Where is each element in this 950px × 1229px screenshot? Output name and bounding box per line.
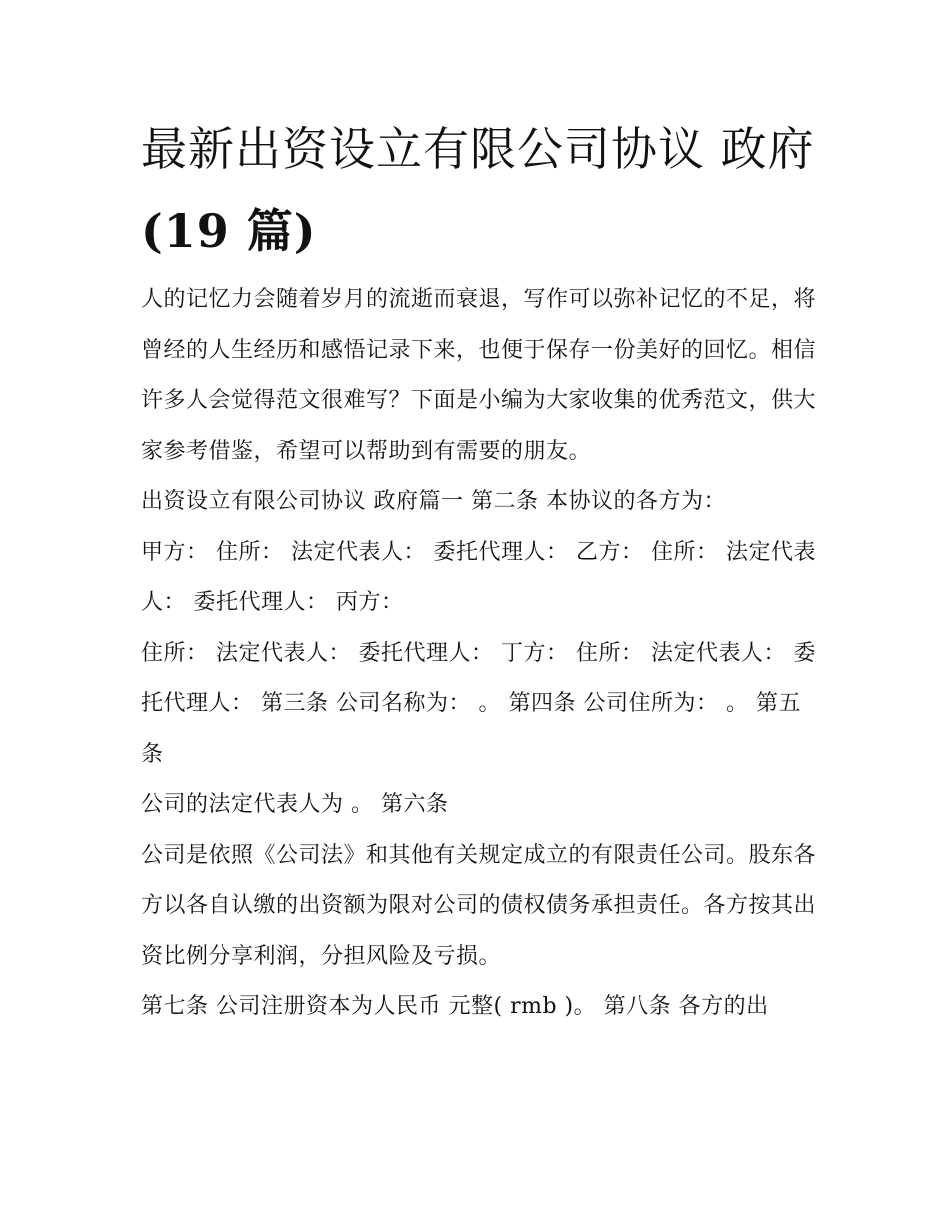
intro-paragraph: 人的记忆力会随着岁月的流逝而衰退，写作可以弥补记忆的不足，将曾经的人生经历和感悟记录下来，也便于保存一份美好的回忆。相信许多人会觉得范文很难写？下面是小编为大家收集的优秀范文，供大家参考借鉴，希望可以帮助到有需要的朋友。 [141,287,817,464]
document-title [141,108,816,272]
legal-rep-paragraph: 公司的法定代表人为 。 第六条 [141,792,449,817]
document-body [141,275,816,1033]
company-nature-paragraph: 公司是依照《公司法》和其他有关规定成立的有限责任公司。股东各方以各自认缴的出资额为限对公司的债权债务承担责任。各方按其出资比例分享利润，分担风险及亏损。 [141,842,817,969]
title-suffix: (19 篇) [141,204,317,258]
article-heading-paragraph: 出资设立有限公司协议 政府篇一 第二条 本协议的各方为： [141,489,726,514]
party-cd-paragraph: 住所： 法定代表人： 委托代理人： 丁方： 住所： 法定代表人： 委托代理人： 第三条 公司名称为： 。 第四条 公司住所为： 。 第五条 [141,640,816,767]
title-main: 最新出资设立有限公司协议 政府 [141,122,815,176]
capital-paragraph: 第七条 公司注册资本为人民币 元整( rmb )。 第八条 各方的出 [141,994,769,1019]
party-ab-paragraph: 甲方： 住所： 法定代表人： 委托代理人： 乙方： 住所： 法定代表人： 委托代理人： 丙方： [141,539,816,615]
